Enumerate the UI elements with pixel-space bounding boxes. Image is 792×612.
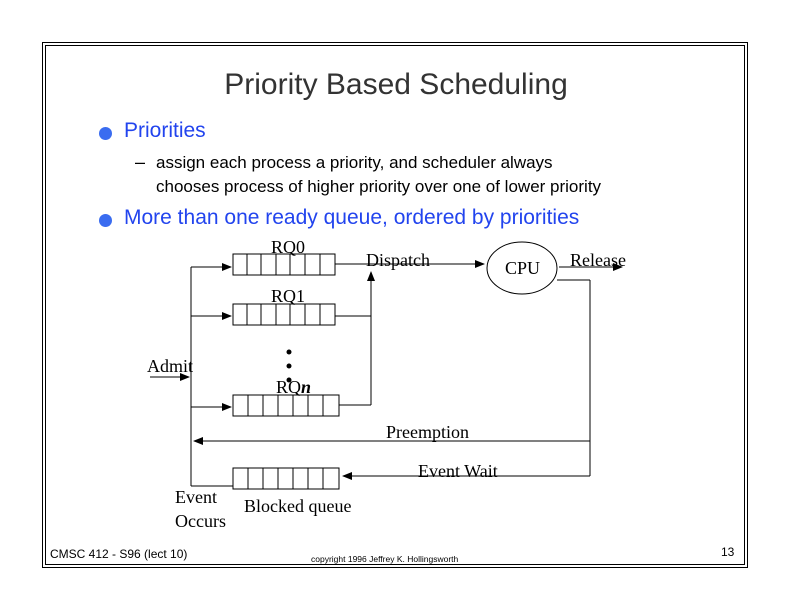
label-dispatch: Dispatch xyxy=(366,250,430,270)
footer-page-number: 13 xyxy=(721,545,735,559)
label-rqn: RQn xyxy=(276,377,312,397)
sub-bullet-line-1: assign each process a priority, and scheduler always xyxy=(156,153,553,172)
ellipsis-dot-icon xyxy=(287,364,292,369)
label-preemption: Preemption xyxy=(386,422,469,442)
sub-bullet-dash: – xyxy=(135,152,146,172)
label-event: Event xyxy=(175,487,217,507)
queue-rqn xyxy=(233,395,339,416)
bullet-ready-queues: More than one ready queue, ordered by priorities xyxy=(124,206,580,229)
label-blocked-queue: Blocked queue xyxy=(244,496,352,516)
queue-blocked xyxy=(233,468,339,489)
label-cpu: CPU xyxy=(505,258,541,278)
label-occurs: Occurs xyxy=(175,511,226,531)
slide-title: Priority Based Scheduling xyxy=(224,68,568,101)
queue-rq0 xyxy=(233,254,335,275)
footer-course: CMSC 412 - S96 (lect 10) xyxy=(50,547,188,561)
footer-copyright: copyright 1996 Jeffrey K. Hollingsworth xyxy=(311,554,459,564)
label-admit: Admit xyxy=(147,356,194,376)
sub-bullet-line-2: chooses process of higher priority over one of lower priority xyxy=(156,177,602,196)
ellipsis-dot-icon xyxy=(287,350,292,355)
bullet-priorities: Priorities xyxy=(124,119,206,142)
label-rq0: RQ0 xyxy=(271,237,306,257)
label-release: Release xyxy=(570,250,626,270)
label-event-wait: Event Wait xyxy=(418,461,498,481)
label-rq1: RQ1 xyxy=(271,286,306,306)
queue-rq1 xyxy=(233,304,335,325)
